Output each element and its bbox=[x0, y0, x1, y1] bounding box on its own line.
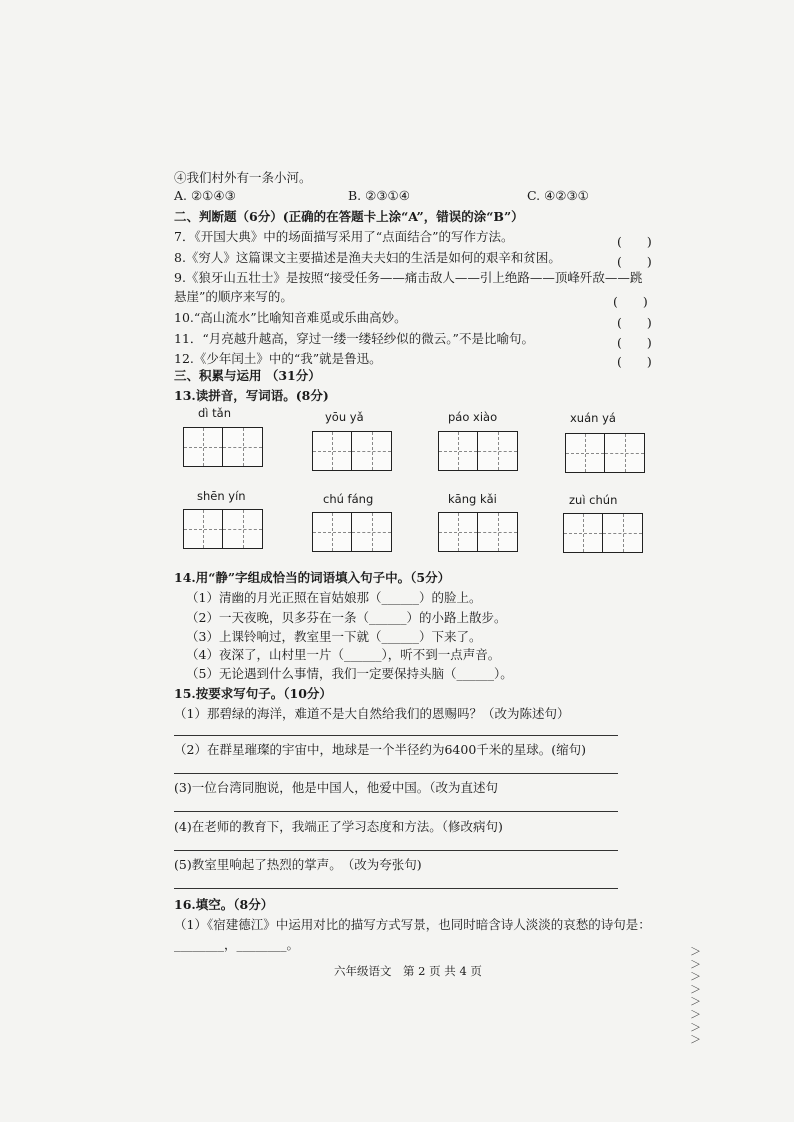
pinyin-1: dì tǎn bbox=[198, 406, 231, 420]
judge-item-10: 10.“高山流水”比喻知音难觅或乐曲高妙。 bbox=[174, 310, 407, 325]
answer-line-4[interactable] bbox=[174, 850, 618, 851]
q16-blanks[interactable]: ________，________。 bbox=[174, 937, 300, 952]
q15-item-2: （2）在群星璀璨的宇宙中，地球是一个半径约为6400千米的星球。(缩句) bbox=[174, 742, 587, 757]
judge-item-11: 11．“月亮越升越高，穿过一缕一缕轻纱似的微云。”不是比喻句。 bbox=[174, 331, 534, 346]
judge-item-9: 9.《狼牙山五壮士》是按照“接受任务——痛击敌人——引上绝路——顶峰歼敌——跳 bbox=[174, 270, 643, 285]
answer-line-2[interactable] bbox=[174, 773, 618, 774]
answer-paren-10[interactable]: ( ) bbox=[617, 315, 652, 330]
write-grid-2[interactable] bbox=[312, 431, 392, 471]
write-grid-4[interactable] bbox=[565, 433, 645, 473]
judge-item-8: 8.《穷人》这篇课文主要描述是渔夫夫妇的生活是如何的艰辛和贫困。 bbox=[174, 250, 561, 265]
q15-title: 15.按要求写句子。（10分） bbox=[174, 686, 332, 701]
q14-item-1: （1）清幽的月光正照在盲姑娘那（______）的脸上。 bbox=[186, 590, 482, 605]
sentence-4: ④我们村外有一条小河。 bbox=[174, 170, 312, 185]
pinyin-4: xuán yá bbox=[570, 411, 616, 425]
pinyin-6: chú fáng bbox=[323, 492, 374, 506]
write-grid-6[interactable] bbox=[312, 512, 392, 552]
pinyin-5: shēn yín bbox=[197, 489, 246, 503]
q15-item-1: （1）那碧绿的海洋，难道不是大自然给我们的恩赐吗？（改为陈述句） bbox=[174, 706, 570, 721]
pinyin-7: kāng kǎi bbox=[448, 492, 497, 506]
q13-title: 13.读拼音，写词语。(8分) bbox=[174, 388, 329, 403]
q14-item-2: （2）一天夜晚，贝多芬在一条（______）的小路上散步。 bbox=[186, 610, 507, 625]
q16-title: 16.填空。（8分） bbox=[174, 897, 274, 912]
write-grid-8[interactable] bbox=[563, 513, 643, 553]
option-a: A. ②①④③ bbox=[174, 188, 236, 203]
q16-item-1: （1）《宿建德江》中运用对比的描写方式写景，也同时暗含诗人淡淡的哀愁的诗句是： bbox=[174, 917, 651, 932]
q14-title: 14.用“静”字组成恰当的词语填入句子中。（5分） bbox=[174, 570, 451, 585]
answer-paren-7[interactable]: ( ) bbox=[617, 234, 652, 249]
write-grid-3[interactable] bbox=[438, 431, 518, 471]
page-footer: 六年级语文 第 2 页 共 4 页 bbox=[334, 964, 482, 978]
q14-item-4: （4）夜深了，山村里一片（______），听不到一点声音。 bbox=[186, 647, 501, 662]
option-b: B. ②③①④ bbox=[348, 188, 410, 203]
answer-paren-12[interactable]: ( ) bbox=[617, 354, 652, 369]
pinyin-3: páo xiào bbox=[448, 410, 498, 424]
q15-item-4: (4)在老师的教育下，我端正了学习态度和方法。（修改病句) bbox=[174, 819, 503, 834]
answer-paren-11[interactable]: ( ) bbox=[617, 335, 652, 350]
q14-item-3: （3）上课铃响过，教室里一下就（______）下来了。 bbox=[186, 629, 482, 644]
q15-item-3: (3)一位台湾同胞说，他是中国人，他爱中国。（改为直述句 bbox=[174, 780, 498, 795]
option-c: C. ④②③① bbox=[527, 188, 589, 203]
section3-heading: 三、积累与运用 （31分） bbox=[174, 368, 321, 383]
pinyin-8: zuì chún bbox=[569, 493, 618, 507]
write-grid-1[interactable] bbox=[183, 427, 263, 467]
section2-heading: 二、判断题（6分）(正确的在答题卡上涂“A”，错误的涂“B”） bbox=[174, 209, 524, 224]
answer-line-5[interactable] bbox=[174, 888, 618, 889]
q15-item-5: (5)教室里响起了热烈的掌声。 （改为夸张句) bbox=[174, 857, 422, 872]
answer-paren-9[interactable]: ( ) bbox=[613, 294, 648, 309]
answer-paren-8[interactable]: ( ) bbox=[617, 254, 652, 269]
answer-line-1[interactable] bbox=[174, 735, 618, 736]
edge-marks: ＞＞＞＞＞＞＞＞ bbox=[690, 945, 701, 1047]
judge-item-7: 7．《开国大典》中的场面描写采用了“点面结合”的写作方法。 bbox=[174, 229, 514, 244]
write-grid-5[interactable] bbox=[183, 509, 263, 549]
answer-line-3[interactable] bbox=[174, 811, 618, 812]
judge-item-12: 12.《少年闰土》中的“我”就是鲁迅。 bbox=[174, 351, 382, 366]
pinyin-2: yōu yǎ bbox=[325, 410, 364, 424]
write-grid-7[interactable] bbox=[438, 512, 518, 552]
judge-item-9-cont: 悬崖”的顺序来写的。 bbox=[174, 289, 293, 304]
q14-item-5: （5）无论遇到什么事情，我们一定要保持头脑（______）。 bbox=[186, 666, 513, 681]
